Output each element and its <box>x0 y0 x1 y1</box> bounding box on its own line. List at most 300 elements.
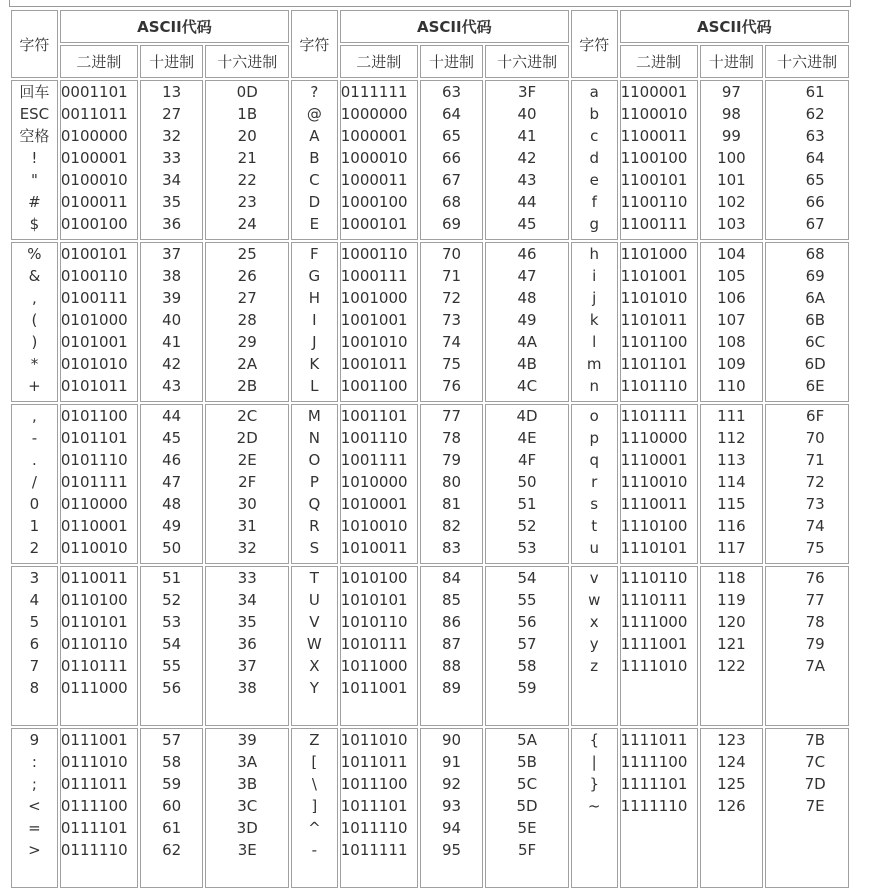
binary-cell <box>340 566 418 726</box>
char-value: i <box>592 267 597 285</box>
binary-value: 1010110 <box>340 613 408 631</box>
decimal-value: 91 <box>441 753 462 771</box>
decimal-value: 92 <box>441 775 462 793</box>
decimal-value: 34 <box>162 171 182 189</box>
binary-value: 1111001 <box>620 635 688 653</box>
char-value: 回车 <box>19 83 50 101</box>
binary-value: 1011001 <box>340 679 408 697</box>
char-value: ^ <box>308 819 321 837</box>
decimal-value: 13 <box>162 83 182 101</box>
decimal-value: 53 <box>162 613 182 631</box>
char-value: p <box>589 429 599 447</box>
table-row <box>11 80 849 240</box>
binary-value: 1011111 <box>340 841 408 859</box>
char-value: b <box>589 105 599 123</box>
decimal-value: 50 <box>162 539 182 557</box>
decimal-value: 58 <box>162 753 182 771</box>
binary-value: 0100000 <box>60 127 128 145</box>
binary-value: 1000111 <box>340 267 408 285</box>
hex-value: 3C <box>237 797 258 815</box>
binary-value: 1111100 <box>620 753 688 771</box>
binary-value: 1100111 <box>620 215 688 233</box>
hex-cell <box>485 242 569 402</box>
hex-value: 64 <box>805 149 825 167</box>
hex-value: 47 <box>517 267 537 285</box>
char-cell <box>291 404 338 564</box>
char-value: 7 <box>29 657 40 675</box>
decimal-value: 101 <box>717 171 746 189</box>
char-cell <box>571 80 618 240</box>
hex-value: 5A <box>517 731 537 749</box>
decimal-value: 125 <box>717 775 746 793</box>
decimal-value: 36 <box>162 215 182 233</box>
hex-value: 4D <box>516 407 538 425</box>
char-value: T <box>309 569 319 587</box>
char-value: x <box>589 613 599 631</box>
char-value: u <box>589 539 599 557</box>
binary-value: 1001000 <box>340 289 408 307</box>
hex-header: 十六进制 <box>765 45 849 78</box>
decimal-value: 59 <box>162 775 182 793</box>
char-value: H <box>308 289 320 307</box>
hex-value: 77 <box>805 591 825 609</box>
binary-cell <box>340 728 418 888</box>
hex-value: 0D <box>236 83 258 101</box>
decimal-value: 45 <box>162 429 182 447</box>
decimal-value: 71 <box>441 267 462 285</box>
table-row <box>11 242 849 402</box>
binary-cell <box>60 728 138 888</box>
char-value: ] <box>311 797 318 815</box>
char-value: g <box>589 215 599 233</box>
decimal-cell <box>700 242 764 402</box>
decimal-value: 60 <box>162 797 182 815</box>
binary-value: 1000100 <box>340 193 408 211</box>
decimal-value: 52 <box>162 591 182 609</box>
char-cell <box>11 728 58 888</box>
decimal-value: 94 <box>441 819 462 837</box>
binary-value: 1000010 <box>340 149 408 167</box>
binary-value: 1000001 <box>340 127 408 145</box>
char-value: 9 <box>29 731 40 749</box>
hex-cell <box>765 242 849 402</box>
char-value: # <box>28 193 41 211</box>
binary-value: 1111110 <box>620 797 688 815</box>
char-value: B <box>309 149 320 167</box>
hex-cell <box>205 80 289 240</box>
hex-value: 73 <box>805 495 825 513</box>
decimal-cell <box>420 404 484 564</box>
decimal-value: 93 <box>441 797 462 815</box>
binary-value: 1110110 <box>620 569 688 587</box>
binary-value: 0100011 <box>60 193 128 211</box>
char-value: 0 <box>29 495 40 513</box>
binary-value: 1111010 <box>620 657 688 675</box>
hex-value: 6E <box>805 377 825 395</box>
decimal-value: 49 <box>162 517 182 535</box>
char-value: ; <box>31 775 37 793</box>
hex-value: 43 <box>517 171 537 189</box>
hex-value: 56 <box>517 613 537 631</box>
decimal-cell <box>700 566 764 726</box>
decimal-value: 122 <box>717 657 746 675</box>
binary-cell <box>620 242 698 402</box>
binary-value: 1110101 <box>620 539 688 557</box>
char-value: I <box>312 311 317 329</box>
char-value: L <box>310 377 319 395</box>
decimal-value: 82 <box>441 517 462 535</box>
decimal-cell <box>420 728 484 888</box>
decimal-value: 87 <box>441 635 462 653</box>
decimal-value: 113 <box>717 451 746 469</box>
binary-value: 0100001 <box>60 149 128 167</box>
hex-value: 20 <box>237 127 257 145</box>
char-value: D <box>308 193 321 211</box>
hex-value: 41 <box>517 127 537 145</box>
decimal-cell <box>420 80 484 240</box>
binary-value: 1100101 <box>620 171 688 189</box>
char-cell <box>291 728 338 888</box>
binary-value: 1110100 <box>620 517 688 535</box>
decimal-cell <box>140 728 204 888</box>
binary-value: 1100001 <box>620 83 688 101</box>
hex-value: 45 <box>517 215 537 233</box>
char-value: v <box>589 569 599 587</box>
char-cell <box>11 80 58 240</box>
decimal-value: 120 <box>717 613 746 631</box>
decimal-value: 80 <box>441 473 462 491</box>
binary-value: 1101001 <box>620 267 688 285</box>
hex-value: 5B <box>517 753 537 771</box>
char-value: m <box>586 355 602 373</box>
char-value: F <box>310 245 319 263</box>
char-value: } <box>589 775 599 793</box>
decimal-value: 47 <box>162 473 182 491</box>
char-cell <box>571 728 618 888</box>
hex-value: 37 <box>237 657 257 675</box>
decimal-value: 97 <box>721 83 741 101</box>
decimal-value: 55 <box>162 657 182 675</box>
decimal-value: 118 <box>717 569 746 587</box>
hex-value: 3D <box>236 819 258 837</box>
decimal-value: 62 <box>162 841 182 859</box>
char-cell <box>291 566 338 726</box>
hex-value: 3E <box>237 841 257 859</box>
hex-value: 79 <box>805 635 825 653</box>
decimal-cell <box>700 80 764 240</box>
char-value: ESC <box>19 105 50 123</box>
char-value: ) <box>31 333 38 351</box>
char-value: & <box>28 267 41 285</box>
decimal-value: 75 <box>441 355 462 373</box>
hex-value: 5E <box>517 819 537 837</box>
hex-value: 6F <box>806 407 825 425</box>
char-value: n <box>589 377 599 395</box>
hex-value: 51 <box>517 495 537 513</box>
char-value: s <box>590 495 599 513</box>
hex-cell <box>485 404 569 564</box>
hex-value: 72 <box>805 473 825 491</box>
binary-value: 0001101 <box>60 83 128 101</box>
decimal-value: 69 <box>441 215 462 233</box>
binary-cell <box>340 80 418 240</box>
binary-header: 二进制 <box>60 45 138 78</box>
hex-value: 2E <box>237 451 257 469</box>
char-value: 空格 <box>19 127 50 145</box>
decimal-value: 109 <box>717 355 746 373</box>
decimal-value: 121 <box>717 635 746 653</box>
hex-value: 5F <box>517 841 537 859</box>
decimal-value: 39 <box>162 289 182 307</box>
hex-value: 68 <box>805 245 825 263</box>
decimal-value: 99 <box>721 127 741 145</box>
binary-value: 1001010 <box>340 333 408 351</box>
char-value: . <box>32 451 37 469</box>
hex-cell <box>485 728 569 888</box>
binary-cell <box>620 80 698 240</box>
decimal-value: 78 <box>441 429 462 447</box>
hex-value: 46 <box>517 245 537 263</box>
decimal-value: 90 <box>441 731 462 749</box>
char-value: 8 <box>29 679 40 697</box>
char-value: < <box>28 797 41 815</box>
hex-value: 32 <box>237 539 257 557</box>
decimal-value: 86 <box>441 613 462 631</box>
hex-value: 35 <box>237 613 257 631</box>
binary-value: 0110000 <box>60 495 128 513</box>
decimal-cell <box>140 242 204 402</box>
char-value: w <box>588 591 601 609</box>
binary-value: 1010000 <box>340 473 408 491</box>
hex-value: 7B <box>805 731 826 749</box>
hex-cell <box>765 404 849 564</box>
decimal-value: 110 <box>717 377 746 395</box>
char-value: o <box>589 407 599 425</box>
char-value: 5 <box>29 613 40 631</box>
binary-value: 1110000 <box>620 429 688 447</box>
binary-value: 0111100 <box>60 797 128 815</box>
hex-value: 66 <box>805 193 825 211</box>
hex-value: 53 <box>517 539 537 557</box>
decimal-value: 57 <box>162 731 182 749</box>
decimal-value: 102 <box>717 193 746 211</box>
hex-value: 61 <box>805 83 825 101</box>
hex-value: 1B <box>237 105 258 123</box>
binary-value: 1101000 <box>620 245 688 263</box>
binary-cell <box>60 80 138 240</box>
decimal-value: 103 <box>717 215 746 233</box>
binary-value: 1010101 <box>340 591 408 609</box>
hex-value: 26 <box>237 267 257 285</box>
binary-value: 1011010 <box>340 731 408 749</box>
hex-cell <box>765 80 849 240</box>
binary-value: 1001100 <box>340 377 408 395</box>
hex-value: 62 <box>805 105 825 123</box>
binary-value: 1000101 <box>340 215 408 233</box>
hex-value: 4B <box>517 355 537 373</box>
hex-value: 63 <box>805 127 825 145</box>
char-value: d <box>589 149 599 167</box>
hex-value: 7C <box>805 753 826 771</box>
char-value: | <box>591 753 597 771</box>
hex-value: 4C <box>517 377 538 395</box>
char-value: S <box>309 539 320 557</box>
decimal-value: 116 <box>717 517 746 535</box>
decimal-value: 124 <box>717 753 746 771</box>
binary-value: 1110011 <box>620 495 688 513</box>
decimal-value: 33 <box>162 149 182 167</box>
decimal-value: 76 <box>441 377 462 395</box>
binary-value: 1011110 <box>340 819 408 837</box>
binary-value: 0100111 <box>60 289 128 307</box>
char-value: V <box>309 613 320 631</box>
binary-value: 0011011 <box>60 105 128 123</box>
char-value: % <box>27 245 42 263</box>
table-row <box>11 728 849 888</box>
decimal-value: 54 <box>162 635 182 653</box>
char-value: $ <box>29 215 40 233</box>
char-value: { <box>589 731 599 749</box>
binary-value: 0111110 <box>60 841 128 859</box>
binary-value: 1100110 <box>620 193 688 211</box>
decimal-value: 115 <box>717 495 746 513</box>
hex-value: 39 <box>237 731 257 749</box>
decimal-value: 63 <box>441 83 462 101</box>
hex-value: 2C <box>237 407 258 425</box>
ascii-code-header: ASCII代码 <box>340 10 569 43</box>
decimal-cell <box>140 566 204 726</box>
decimal-value: 46 <box>162 451 182 469</box>
binary-value: 1011000 <box>340 657 408 675</box>
char-value: 4 <box>29 591 40 609</box>
decimal-value: 111 <box>717 407 746 425</box>
hex-cell <box>205 242 289 402</box>
hex-value: 49 <box>517 311 537 329</box>
hex-cell <box>205 566 289 726</box>
decimal-value: 67 <box>441 171 462 189</box>
ascii-table <box>9 8 851 890</box>
char-value: X <box>309 657 320 675</box>
char-value: J <box>312 333 317 351</box>
char-value: ( <box>31 311 38 329</box>
binary-value: 1011011 <box>340 753 408 771</box>
table-row <box>11 566 849 726</box>
decimal-header: 十进制 <box>140 45 204 78</box>
decimal-value: 83 <box>441 539 462 557</box>
decimal-value: 107 <box>717 311 746 329</box>
char-value: , <box>32 407 37 425</box>
hex-value: 27 <box>237 289 257 307</box>
binary-value: 0100110 <box>60 267 128 285</box>
decimal-value: 100 <box>717 149 746 167</box>
hex-value: 28 <box>237 311 257 329</box>
hex-value: 3A <box>237 753 258 771</box>
char-cell <box>571 242 618 402</box>
binary-value: 1001111 <box>340 451 408 469</box>
binary-value: 0111101 <box>60 819 128 837</box>
hex-value: 6B <box>805 311 826 329</box>
char-value: Z <box>309 731 320 749</box>
binary-value: 0111010 <box>60 753 128 771</box>
binary-value: 1111000 <box>620 613 688 631</box>
char-value: , <box>32 289 37 307</box>
decimal-value: 64 <box>441 105 462 123</box>
char-value: e <box>589 171 599 189</box>
char-value: q <box>589 451 599 469</box>
hex-value: 42 <box>517 149 537 167</box>
binary-value: 1001101 <box>340 407 408 425</box>
hex-value: 6C <box>805 333 826 351</box>
binary-value: 0100010 <box>60 171 128 189</box>
hex-value: 2B <box>237 377 258 395</box>
binary-value: 1000110 <box>340 245 408 263</box>
decimal-value: 68 <box>441 193 462 211</box>
binary-value: 1001001 <box>340 311 408 329</box>
binary-cell <box>60 566 138 726</box>
decimal-value: 38 <box>162 267 182 285</box>
binary-value: 0101011 <box>60 377 128 395</box>
char-value: > <box>28 841 41 859</box>
binary-cell <box>620 566 698 726</box>
char-value: + <box>28 377 41 395</box>
binary-cell <box>340 242 418 402</box>
hex-value: 44 <box>517 193 537 211</box>
char-value: E <box>309 215 320 233</box>
hex-value: 69 <box>805 267 825 285</box>
binary-value: 1010001 <box>340 495 408 513</box>
char-cell <box>571 404 618 564</box>
binary-value: 0111111 <box>340 83 408 101</box>
hex-value: 58 <box>517 657 537 675</box>
hex-value: 65 <box>805 171 825 189</box>
char-header: 字符 <box>11 10 58 78</box>
char-value: = <box>28 819 41 837</box>
binary-value: 1101101 <box>620 355 688 373</box>
hex-value: 30 <box>237 495 257 513</box>
hex-value: 6D <box>804 355 826 373</box>
decimal-cell <box>420 242 484 402</box>
char-value: U <box>308 591 320 609</box>
hex-value: 21 <box>237 149 257 167</box>
char-value: - <box>311 841 318 859</box>
binary-value: 0101110 <box>60 451 128 469</box>
hex-value: 50 <box>517 473 537 491</box>
hex-value: 2A <box>237 355 258 373</box>
decimal-value: 117 <box>717 539 746 557</box>
hex-value: 2F <box>238 473 257 491</box>
binary-header: 二进制 <box>340 45 418 78</box>
hex-value: 52 <box>517 517 537 535</box>
decimal-cell <box>700 404 764 564</box>
decimal-value: 43 <box>162 377 182 395</box>
binary-value: 1100100 <box>620 149 688 167</box>
char-value: G <box>308 267 321 285</box>
hex-value: 5C <box>517 775 538 793</box>
binary-cell <box>620 728 698 888</box>
hex-value: 7A <box>805 657 826 675</box>
binary-value: 0101111 <box>60 473 128 491</box>
hex-header: 十六进制 <box>205 45 289 78</box>
char-value: ? <box>310 83 319 101</box>
char-cell <box>291 80 338 240</box>
binary-value: 0111001 <box>60 731 128 749</box>
binary-value: 1101111 <box>620 407 688 425</box>
binary-value: 0110101 <box>60 613 128 631</box>
decimal-value: 98 <box>721 105 741 123</box>
hex-value: 54 <box>517 569 537 587</box>
decimal-value: 105 <box>717 267 746 285</box>
binary-value: 0110111 <box>60 657 128 675</box>
